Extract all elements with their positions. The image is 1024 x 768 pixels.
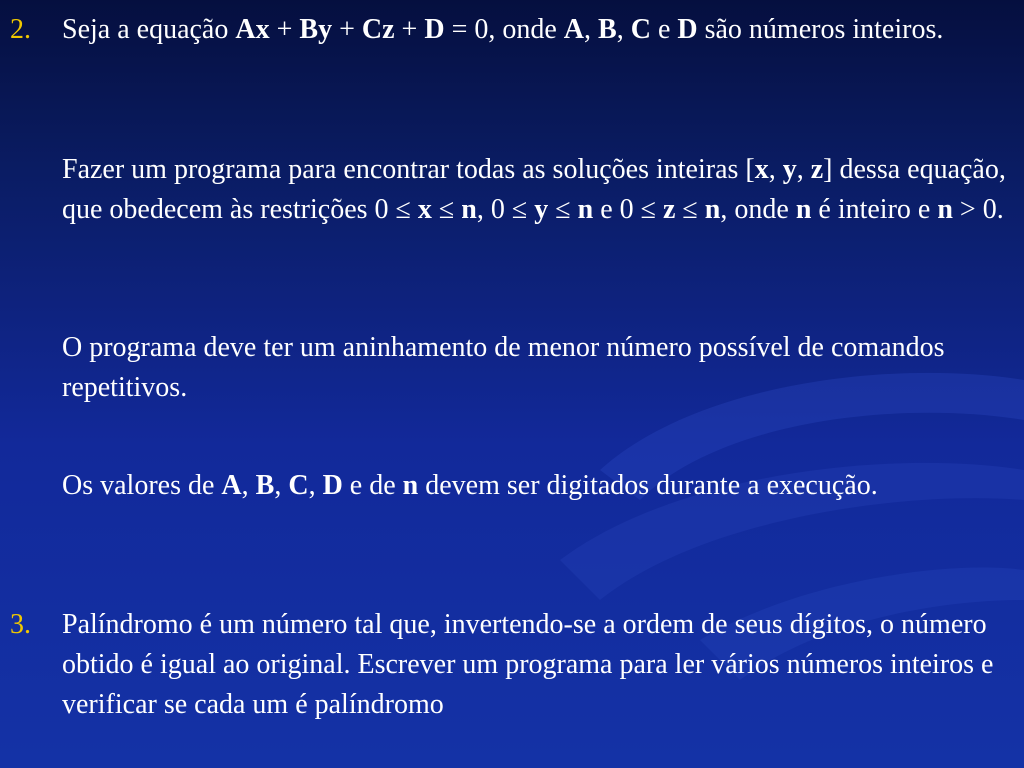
input-values-paragraph: Os valores de A, B, C, D e de n devem ser digitados durante a execução.: [62, 470, 878, 501]
item-number: 2.: [10, 14, 31, 45]
palindrome-paragraph: Palíndromo é um número tal que, invertendo-se a ordem de seus dígitos, o número obtido é igual ao original. Escrever um programa para ler vários números inteiros e verificar se cada um é palíndromo: [62, 609, 994, 720]
equation-paragraph: Seja a equação Ax + By + Cz + D = 0, onde A, B, C e D são números inteiros.: [62, 14, 944, 45]
item-number: 3.: [10, 609, 31, 640]
task-paragraph: Fazer um programa para encontrar todas as soluções inteiras [x, y, z] dessa equação, que obedecem às restrições 0 ≤ x ≤ n, 0 ≤ y ≤ n e 0 ≤ z ≤ n, onde n é inteiro e n > 0.: [62, 154, 1006, 225]
nesting-paragraph: O programa deve ter um aninhamento de menor número possível de comandos repetitivos.: [62, 332, 945, 403]
